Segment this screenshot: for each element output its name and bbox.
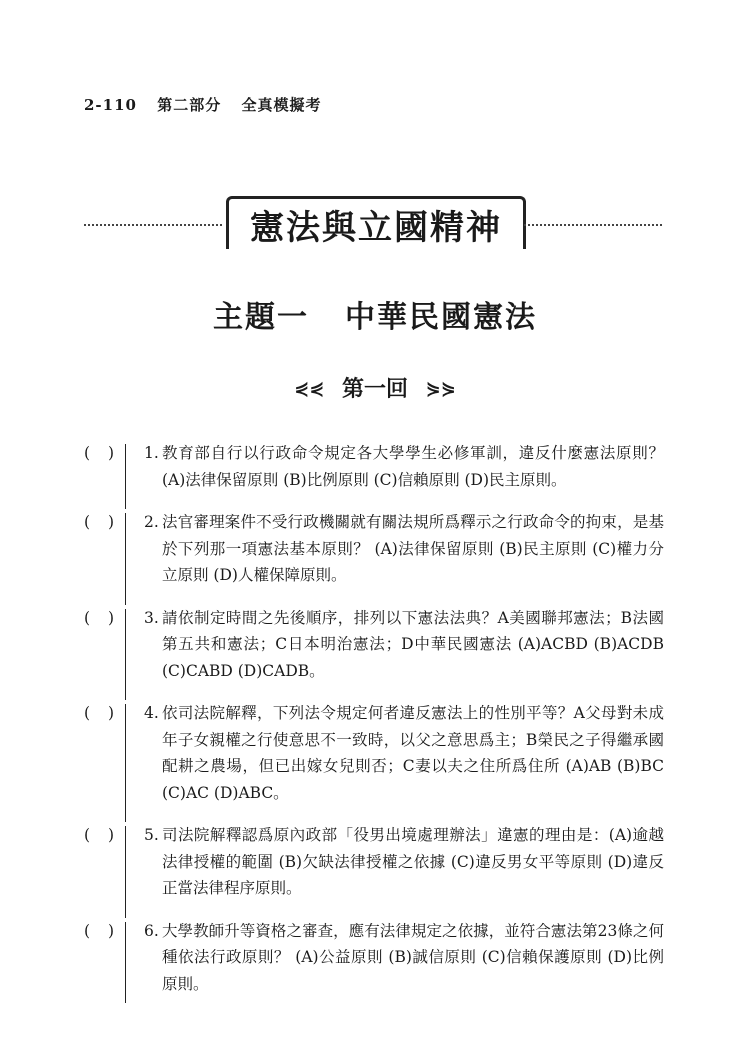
running-header bbox=[84, 94, 335, 115]
margin-rule bbox=[125, 513, 126, 605]
question-text: 法官審理案件不受行政機關就有關法規所爲釋示之行政命令的拘束，是基於下列那一項憲法基本原則？ (A)法律保留原則 (B)民主原則 (C)權力分立原則 (D)人權保障原則。 bbox=[162, 513, 664, 584]
question-number: 4. bbox=[144, 704, 159, 722]
round-label: 第一回 bbox=[341, 377, 408, 402]
answer-blank: ( ) bbox=[84, 513, 114, 531]
question-number: 1. bbox=[144, 444, 159, 462]
question-text: 大學教師升等資格之審查，應有法律規定之依據，並符合憲法第23條之何種依法行政原則？ (A)公益原則 (B)誠信原則 (C)信賴保護原則 (D)比例原則。 bbox=[162, 921, 664, 993]
question-item bbox=[84, 918, 664, 998]
question-text: 司法院解釋認爲原內政部「役男出境處理辦法」違憲的理由是：(A)逾越法律授權的範圍 (B)欠缺法律授權之依據 (C)違反男女平等原則 (D)違反正當法律程序原則。 bbox=[162, 826, 664, 897]
chapter-title: 憲法與立國精神 bbox=[226, 196, 526, 249]
question-item bbox=[84, 822, 664, 902]
topic-label: 主題一 bbox=[213, 300, 309, 335]
page-number: 2-110 bbox=[84, 96, 137, 114]
section-label: 全真模擬考 bbox=[241, 96, 322, 114]
topic-name: 中華民國憲法 bbox=[345, 300, 537, 335]
right-chevrons-icon: ⋟⋟ bbox=[425, 378, 456, 399]
question-text: 依司法院解釋，下列法令規定何者違反憲法上的性別平等？A父母對未成年子女親權之行使意思不一致時，以父之意思爲主；B榮民之子得繼承國配耕之農場，但已出嫁女兒則否；C妻以夫之住所爲住所 (A)AB (B)BC (C)AC (D)ABC。 bbox=[162, 704, 664, 802]
topic-title bbox=[0, 292, 750, 336]
question-list bbox=[84, 440, 664, 1013]
question-number: 3. bbox=[144, 608, 159, 627]
answer-blank: ( ) bbox=[84, 704, 114, 722]
part-label: 第二部分 bbox=[157, 96, 222, 114]
margin-rule bbox=[125, 609, 126, 701]
question-item bbox=[84, 700, 664, 806]
answer-blank: ( ) bbox=[84, 608, 114, 627]
dotted-rule-left bbox=[84, 224, 222, 226]
question-item bbox=[84, 440, 664, 493]
question-number: 6. bbox=[144, 921, 159, 940]
question-text: 教育部自行以行政命令規定各大學學生必修軍訓，違反什麼憲法原則？ (A)法律保留原則 (B)比例原則 (C)信賴原則 (D)民主原則。 bbox=[162, 444, 664, 489]
chapter-heading bbox=[84, 194, 662, 254]
margin-rule bbox=[125, 704, 126, 822]
question-item bbox=[84, 605, 664, 685]
answer-blank: ( ) bbox=[84, 444, 114, 462]
dotted-rule-right bbox=[524, 224, 662, 226]
round-title bbox=[0, 372, 750, 403]
question-text: 請依制定時間之先後順序，排列以下憲法法典？A美國聯邦憲法；B法國第五共和憲法；C日本明治憲法；D中華民國憲法 (A)ACBD (B)ACDB (C)CABD (D)CADB。 bbox=[162, 608, 664, 680]
question-item bbox=[84, 509, 664, 589]
question-number: 2. bbox=[144, 513, 159, 531]
question-number: 5. bbox=[144, 826, 159, 844]
answer-blank: ( ) bbox=[84, 826, 114, 844]
margin-rule bbox=[125, 826, 126, 918]
margin-rule bbox=[125, 444, 126, 509]
answer-blank: ( ) bbox=[84, 921, 114, 940]
margin-rule bbox=[125, 922, 126, 1004]
left-chevrons-icon: ⋞⋞ bbox=[294, 378, 325, 399]
